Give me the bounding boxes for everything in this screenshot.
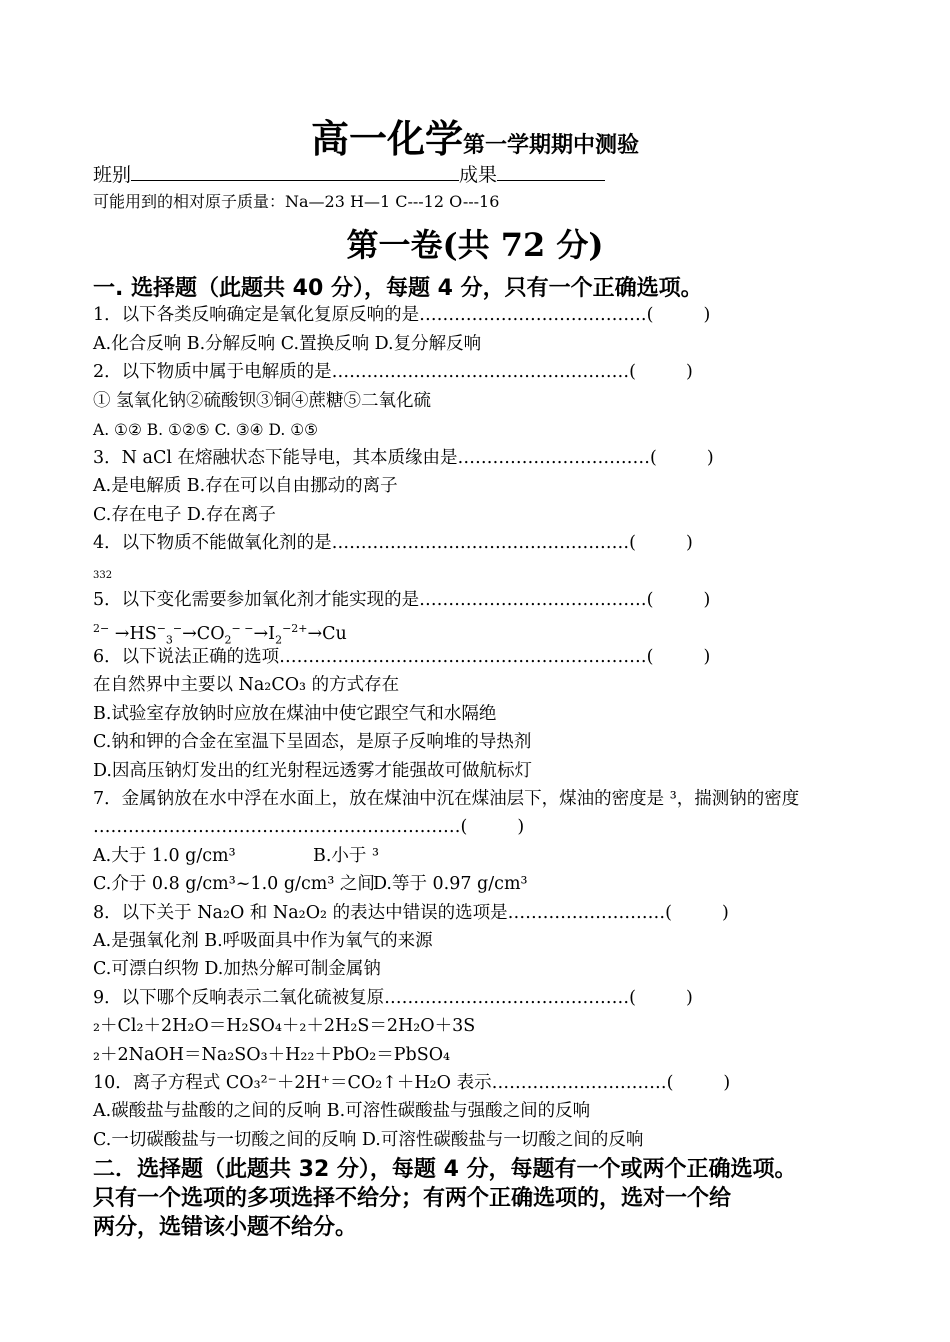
q4-fragment: 332 (93, 570, 113, 581)
q2-stem: 2．以下物质中属于电解质的是……………………………………………( ) (93, 362, 693, 382)
q1-stem: 1．以下各类反响确定是氧化复原反响的是…………………………………( ) (93, 305, 711, 325)
q8-options-2: C.可漂白织物 D.加热分解可制金属钠 (93, 959, 381, 979)
section2-line3: 两分，选错该小题不给分。 (93, 1215, 358, 1240)
atomic-masses: 可能用到的相对原子质量：Na—23 H—1 C---12 O---16 (93, 192, 500, 211)
q4-stem: 4．以下物质不能做氧化剂的是……………………………………………( ) (93, 533, 693, 553)
volume-title: 第一卷(共 72 分) (346, 226, 604, 264)
section1-heading: 一. 选择题（此题共 40 分），每题 4 分，只有一个正确选项。 (93, 276, 703, 301)
q3-options-1: A.是电解质 B.存在可以自由挪动的离子 (93, 476, 398, 496)
class-blank (131, 162, 459, 181)
q10-stem: 10．离子方程式 CO₃²⁻＋2H⁺＝CO₂↑＋H₂O 表示…………………………( ) (93, 1073, 731, 1093)
q7-options-1: A.大于 1.0 g/cm³ B.小于 ³ (93, 846, 380, 866)
q9-line1: ₂＋Cl₂＋2H₂O＝H₂SO₄＋₂＋2H₂S＝2H₂O＋3S (93, 1016, 476, 1036)
title-sub: 第一学期期中测验 (463, 133, 640, 158)
name-score-line (93, 162, 605, 186)
class-label: 班别 (93, 164, 132, 186)
title-main: 高一化学 (310, 116, 463, 161)
section2-line2: 只有一个选项的多项选择不给分；有两个正确选项的，选对一个给 (93, 1186, 732, 1211)
q8-options-1: A.是强氧化剂 B.呼吸面具中作为氧气的来源 (93, 931, 433, 951)
q3-stem: 3．N aCl 在熔融状态下能导电，其本质缘由是……………………………( ) (93, 448, 714, 468)
score-label: 成果 (459, 164, 498, 186)
q10-options-2: C.一切碳酸盐与一切酸之间的反响 D.可溶性碳酸盐与一切酸之间的反响 (93, 1130, 644, 1150)
q6-option-b: B.试验室存放钠时应放在煤油中使它跟空气和水隔绝 (93, 704, 497, 724)
q7-stem-cont: ………………………………………………………( ) (93, 817, 525, 837)
page-title (0, 108, 950, 163)
q1-options: A.化合反响 B.分解反响 C.置换反响 D.复分解反响 (93, 334, 482, 354)
q8-stem: 8．以下关于 Na₂O 和 Na₂O₂ 的表达中错误的选项是………………………( ) (93, 903, 729, 923)
q2-list: ① 氢氧化钠②硫酸钡③铜④蔗糖⑤二氧化硫 (93, 391, 432, 411)
q5-options: $^{2-} \to HS^-_3^-\to CO_2^{- -}\to I_2^{-2+}\to Cu$ (93, 622, 347, 647)
q10-options-1: A.碳酸盐与盐酸的之间的反响 B.可溶性碳酸盐与强酸之间的反响 (93, 1101, 591, 1121)
q3-options-2: C.存在电子 D.存在离子 (93, 505, 276, 525)
q9-line2: ₂＋2NaOH＝Na₂SO₃＋H₂₂＋PbO₂＝PbSO₄ (93, 1045, 451, 1065)
score-blank (497, 162, 605, 181)
q6-option-a: 在自然界中主要以 Na₂CO₃ 的方式存在 (93, 675, 400, 695)
q2-options: A. ①② B. ①②⑤ C. ③④ D. ①⑤ (93, 421, 319, 439)
q6-option-d: D.因高压钠灯发出的红光射程远透雾才能强故可做航标灯 (93, 761, 532, 781)
q7-options-2: C.介于 0.8 g/cm³~1.0 g/cm³ 之间D.等于 0.97 g/cm³ (93, 874, 528, 894)
q5-stem: 5．以下变化需要参加氧化剂才能实现的是…………………………………( ) (93, 590, 711, 610)
q6-option-c: C.钠和钾的合金在室温下呈固态，是原子反响堆的导热剂 (93, 732, 532, 752)
section2-line1: 二．选择题（此题共 32 分），每题 4 分，每题有一个或两个正确选项。 (93, 1157, 797, 1182)
q6-stem: 6．以下说法正确的选项………………………………………………………( ) (93, 647, 711, 667)
q7-stem: 7．金属钠放在水中浮在水面上，放在煤油中沉在煤油层下，煤油的密度是 ³，揣测钠的密度 (93, 789, 800, 809)
q9-stem: 9．以下哪个反响表示二氧化硫被复原……………………………………( ) (93, 988, 693, 1008)
